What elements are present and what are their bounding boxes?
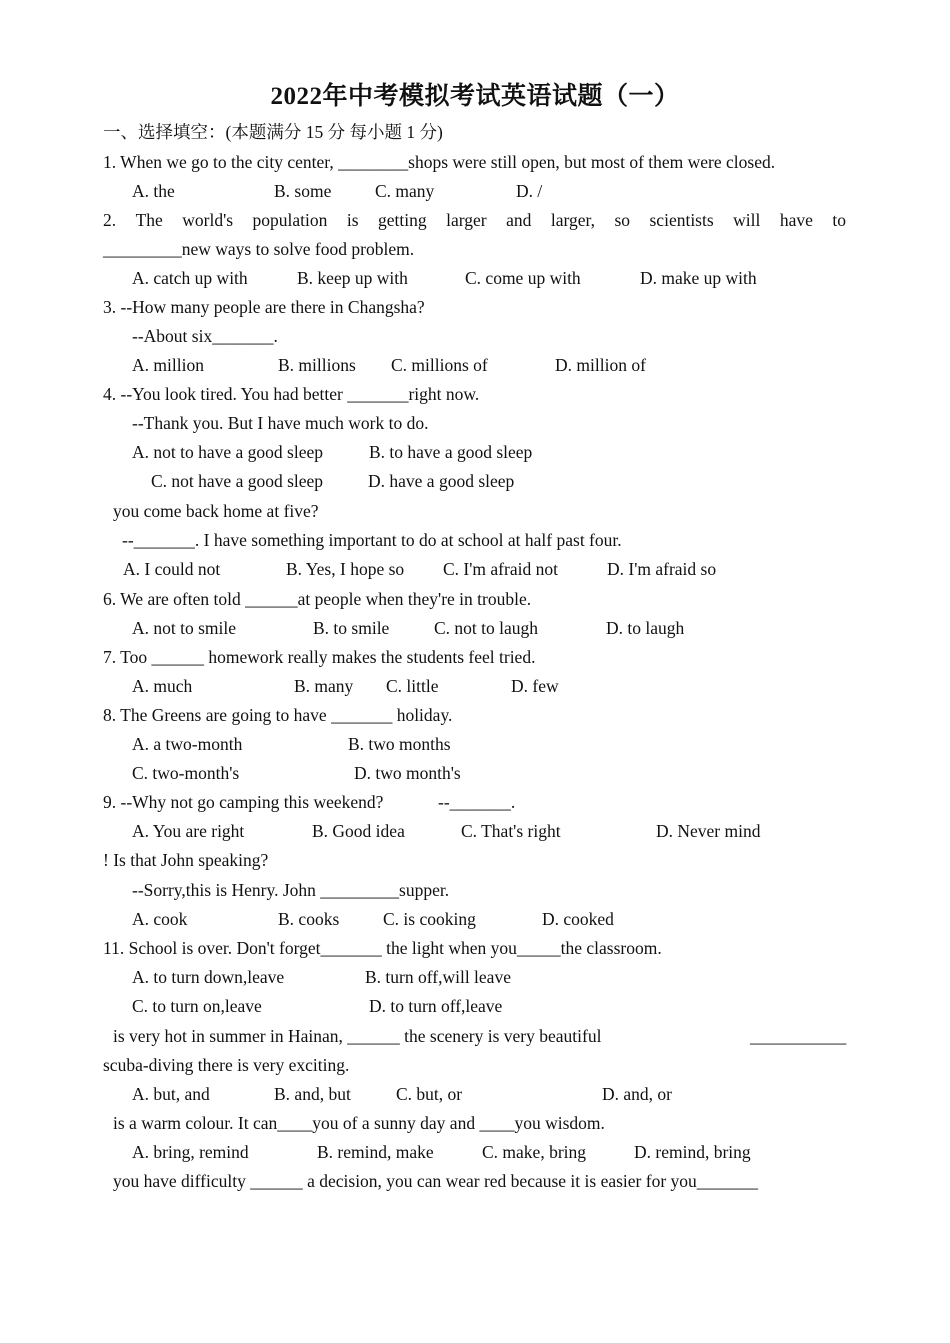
question-7-stem: 7. Too ______ homework really makes the students feel tried.	[103, 647, 536, 667]
question-12-blank: ___________	[750, 1026, 847, 1046]
q12-option-c: C. but, or	[396, 1084, 463, 1104]
q8-option-a: A. a two-month	[132, 734, 243, 754]
q11-option-a: A. to turn down,leave	[132, 967, 285, 987]
q7-option-d: D. few	[511, 676, 559, 696]
q7-option-c: C. little	[386, 676, 439, 696]
q6-option-b: B. to smile	[313, 618, 390, 638]
q1-option-c: C. many	[375, 181, 435, 201]
q4-option-d: D. have a good sleep	[368, 471, 515, 491]
q13-option-b: B. remind, make	[317, 1142, 434, 1162]
question-5-reply: --_______. I have something important to do at school at half past four.	[122, 530, 622, 550]
question-4-stem: 4. --You look tired. You had better _______right now.	[103, 384, 480, 404]
question-3-reply: --About six_______.	[132, 326, 278, 346]
q9-option-d: D. Never mind	[656, 821, 761, 841]
q9-option-a: A. You are right	[132, 821, 245, 841]
q5-option-a: A. I could not	[123, 559, 221, 579]
q11-option-c: C. to turn on,leave	[132, 996, 262, 1016]
question-13-stem: is a warm colour. It can____you of a sunny day and ____you wisdom.	[113, 1113, 605, 1133]
q12-option-a: A. but, and	[132, 1084, 210, 1104]
q7-option-b: B. many	[294, 676, 354, 696]
q6-option-d: D. to laugh	[606, 618, 685, 638]
q4-option-a: A. not to have a good sleep	[132, 442, 323, 462]
q4-option-c: C. not have a good sleep	[151, 471, 324, 491]
q13-option-a: A. bring, remind	[132, 1142, 249, 1162]
q9-option-c: C. That's right	[461, 821, 561, 841]
q1-option-a: A. the	[132, 181, 175, 201]
q5-option-c: C. I'm afraid not	[443, 559, 558, 579]
question-3-stem: 3. --How many people are there in Changsha?	[103, 297, 425, 317]
q3-option-c: C. millions of	[391, 355, 488, 375]
q3-option-a: A. million	[132, 355, 204, 375]
question-2-continuation: _________new ways to solve food problem.	[103, 239, 415, 259]
q11-option-b: B. turn off,will leave	[365, 967, 511, 987]
q6-option-a: A. not to smile	[132, 618, 237, 638]
q1-option-b: B. some	[274, 181, 332, 201]
q10-option-a: A. cook	[132, 909, 188, 929]
q8-option-b: B. two months	[348, 734, 451, 754]
q5-option-d: D. I'm afraid so	[607, 559, 717, 579]
section-heading: 一、选择填空：(本题满分 15 分 每小题 1 分)	[103, 122, 443, 142]
question-9-reply: --_______.	[438, 792, 516, 812]
question-10-reply: --Sorry,this is Henry. John _________supper.	[132, 880, 450, 900]
question-4-reply: --Thank you. But I have much work to do.	[132, 413, 429, 433]
page-title: 2022年中考模拟考试英语试题（一）	[270, 83, 680, 110]
q6-option-c: C. not to laugh	[434, 618, 539, 638]
question-2-stem: 2. The world's population is getting larger and larger, so scientists will have to	[103, 210, 846, 230]
question-11-stem: 11. School is over. Don't forget_______ the light when you_____the classroom.	[103, 938, 662, 958]
q10-option-b: B. cooks	[278, 909, 340, 929]
q7-option-a: A. much	[132, 676, 193, 696]
question-6-stem: 6. We are often told ______at people when they're in trouble.	[103, 589, 532, 609]
q13-option-c: C. make, bring	[482, 1142, 587, 1162]
q2-option-a: A. catch up with	[132, 268, 248, 288]
q9-option-b: B. Good idea	[312, 821, 405, 841]
q13-option-d: D. remind, bring	[634, 1142, 751, 1162]
q2-option-b: B. keep up with	[297, 268, 408, 288]
question-9-stem: 9. --Why not go camping this weekend?	[103, 792, 384, 812]
q10-option-d: D. cooked	[542, 909, 614, 929]
question-5-stem: you come back home at five?	[113, 501, 319, 521]
q11-option-d: D. to turn off,leave	[369, 996, 503, 1016]
q8-option-d: D. two month's	[354, 763, 461, 783]
q5-option-b: B. Yes, I hope so	[286, 559, 405, 579]
q1-option-d: D. /	[516, 181, 543, 201]
q8-option-c: C. two-month's	[132, 763, 240, 783]
question-8-stem: 8. The Greens are going to have _______ holiday.	[103, 705, 453, 725]
question-12-stem: is very hot in summer in Hainan, ______ the scenery is very beautiful	[113, 1026, 602, 1046]
question-1-stem: 1. When we go to the city center, ________shops were still open, but most of them were closed.	[103, 152, 776, 172]
question-12-continuation: scuba-diving there is very exciting.	[103, 1055, 350, 1075]
q2-option-c: C. come up with	[465, 268, 581, 288]
question-10-stem: ! Is that John speaking?	[103, 850, 269, 870]
question-14-stem: you have difficulty ______ a decision, you can wear red because it is easier for you_______	[113, 1171, 759, 1191]
q3-option-b: B. millions	[278, 355, 356, 375]
q10-option-c: C. is cooking	[383, 909, 476, 929]
q12-option-d: D. and, or	[602, 1084, 672, 1104]
q3-option-d: D. million of	[555, 355, 646, 375]
q4-option-b: B. to have a good sleep	[369, 442, 533, 462]
q2-option-d: D. make up with	[640, 268, 757, 288]
q12-option-b: B. and, but	[274, 1084, 351, 1104]
